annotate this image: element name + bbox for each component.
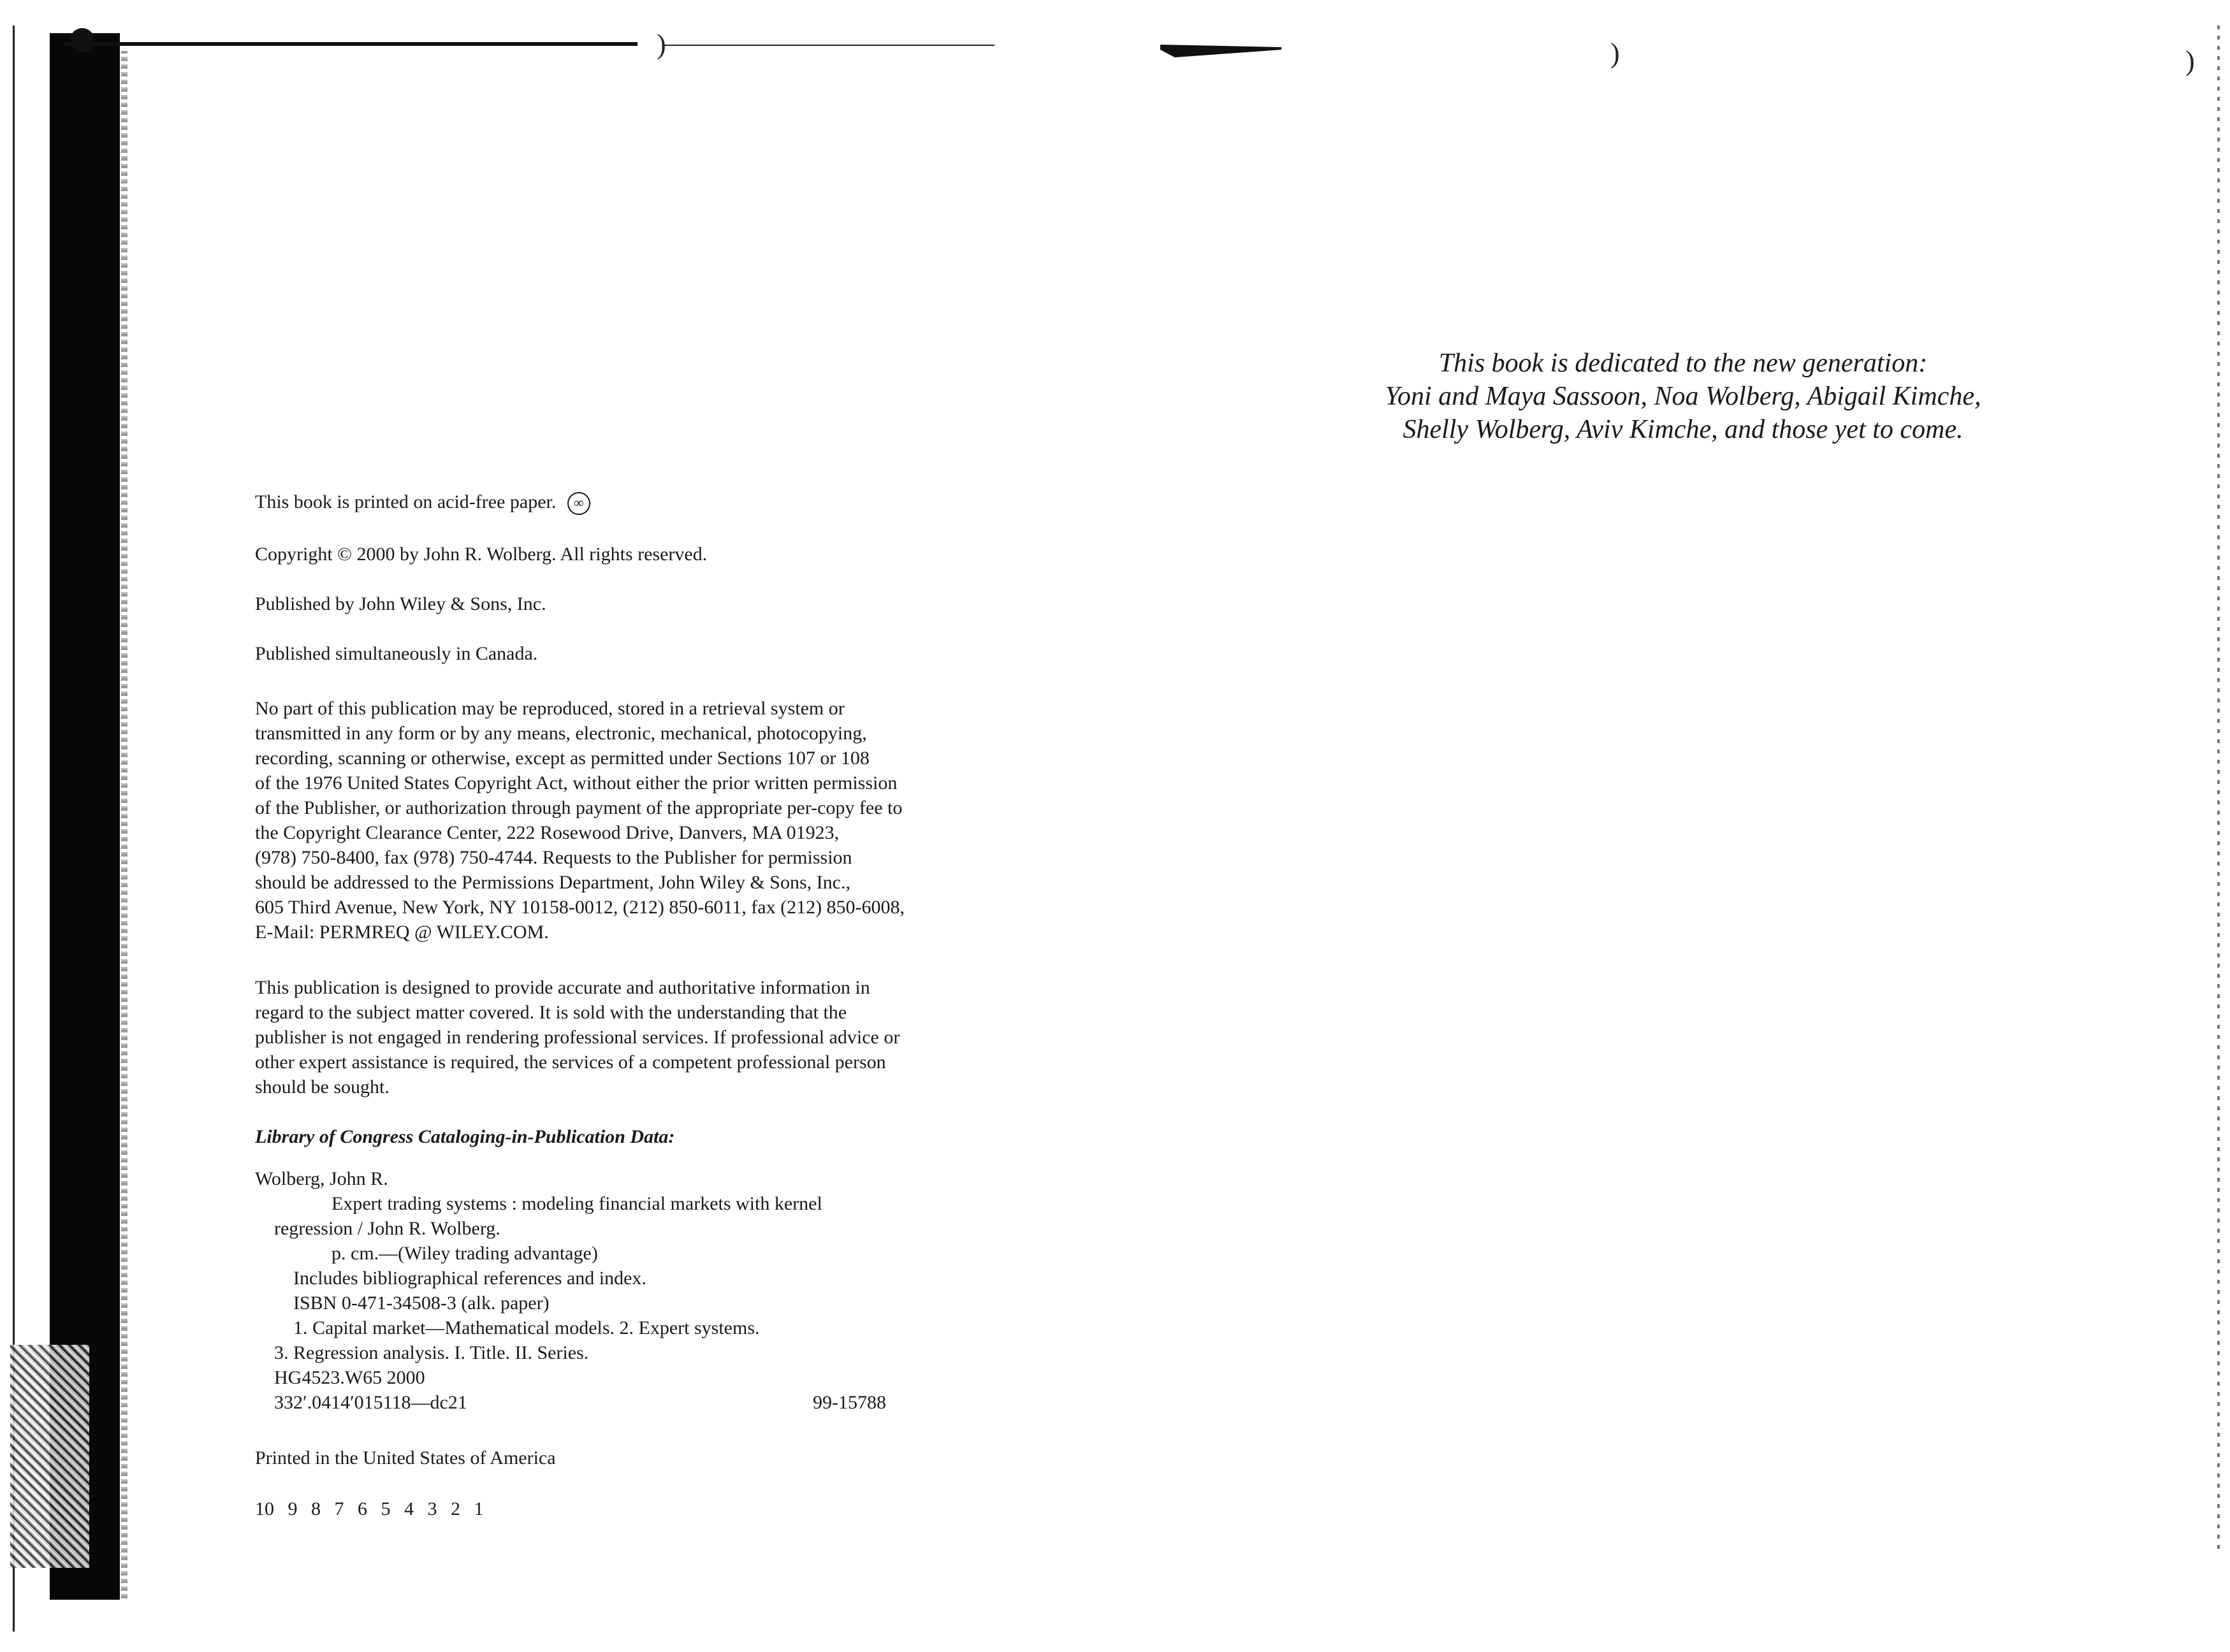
cip-dewey-row [255, 1390, 1084, 1415]
cip-isbn: ISBN 0-471-34508-3 (alk. paper) [293, 1293, 550, 1314]
acid-free-text: This book is printed on acid-free paper. [255, 491, 557, 512]
dedication-line: Yoni and Maya Sassoon, Noa Wolberg, Abigail Kimche, [1385, 382, 1981, 411]
copyright-line: Copyright © 2000 by John R. Wolberg. All rights reserved. [255, 544, 708, 565]
lc-cip-heading: Library of Congress Cataloging-in-Publication Data: [255, 1126, 675, 1147]
disclaimer-line: regard to the subject matter covered. It is sold with the understanding that the [255, 1002, 847, 1023]
permissions-line: transmitted in any form or by any means, electronic, mechanical, photocopying, [255, 723, 867, 744]
disclaimer-line: This publication is designed to provide accurate and authoritative information in [255, 977, 870, 998]
disclaimer-line: other expert assistance is required, the services of a competent professional person [255, 1052, 886, 1073]
dedication [1250, 347, 2117, 446]
scan-top-rule [64, 42, 638, 46]
dedication-line: This book is dedicated to the new generation: [1438, 349, 1928, 378]
disclaimer-line: should be sought. [255, 1076, 390, 1098]
permissions-line: of the Publisher, or authorization through payment of the appropriate per-copy fee to [255, 797, 903, 818]
cip-title-line: regression / John R. Wolberg. [274, 1218, 500, 1239]
publisher-line: Published by John Wiley & Sons, Inc. [255, 593, 546, 614]
cip-lccn: 99-15788 [813, 1392, 886, 1413]
cataloging-data [255, 1166, 1084, 1415]
cip-subjects: 3. Regression analysis. I. Title. II. Series. [274, 1342, 589, 1363]
scan-right-edge [2217, 25, 2220, 1555]
cip-lc-class: HG4523.W65 2000 [274, 1367, 425, 1388]
scan-binding-edge [121, 51, 128, 1600]
scan-paren-mark: ) [657, 29, 666, 60]
published-canada-line: Published simultaneously in Canada. [255, 643, 538, 664]
disclaimer-line: publisher is not engaged in rendering professional services. If professional advice or [255, 1027, 900, 1048]
cip-subjects: 1. Capital market—Mathematical models. 2. Expert systems. [293, 1317, 760, 1338]
permissions-line: recording, scanning or otherwise, except as permitted under Sections 107 or 108 [255, 748, 870, 769]
scan-top-rule-thin [663, 45, 995, 46]
permissions-line: the Copyright Clearance Center, 222 Rosewood Drive, Danvers, MA 01923, [255, 822, 840, 843]
scan-top-dot [70, 28, 94, 52]
cip-author: Wolberg, John R. [255, 1168, 388, 1189]
printed-in-line: Printed in the United States of America [255, 1447, 556, 1468]
cip-includes: Includes bibliographical references and index. [293, 1268, 646, 1289]
permissions-line: No part of this publication may be reproduced, stored in a retrieval system or [255, 698, 845, 719]
disclaimer-paragraph [255, 975, 900, 1099]
cip-physical: p. cm.—(Wiley trading advantage) [332, 1243, 598, 1264]
permissions-line: of the 1976 United States Copyright Act, without either the prior written permission [255, 772, 898, 793]
cip-dewey: 332′.0414′015118—dc21 [274, 1392, 467, 1413]
scan-binding-noise [10, 1345, 89, 1568]
cip-title-line: Expert trading systems : modeling financial markets with kernel [332, 1193, 822, 1214]
permissions-paragraph [255, 696, 905, 945]
permissions-line: 605 Third Avenue, New York, NY 10158-0012, (212) 850-6011, fax (212) 850-6008, [255, 897, 905, 918]
permissions-line: (978) 750-8400, fax (978) 750-4744. Requests to the Publisher for permission [255, 847, 852, 868]
scan-paren-mark: ) [1610, 38, 1620, 69]
dedication-line: Shelly Wolberg, Aviv Kimche, and those yet to come. [1403, 415, 1964, 444]
permissions-line: E-Mail: PERMREQ @ WILEY.COM. [255, 922, 549, 943]
acid-free-notice [255, 489, 590, 515]
permissions-line: should be addressed to the Permissions Department, John Wiley & Sons, Inc., [255, 872, 850, 893]
scan-top-wedge [1160, 45, 1281, 57]
infinity-icon: ∞ [567, 492, 590, 515]
printing-number-line: 10 9 8 7 6 5 4 3 2 1 [255, 1498, 484, 1519]
scan-paren-mark: ) [2185, 45, 2195, 76]
